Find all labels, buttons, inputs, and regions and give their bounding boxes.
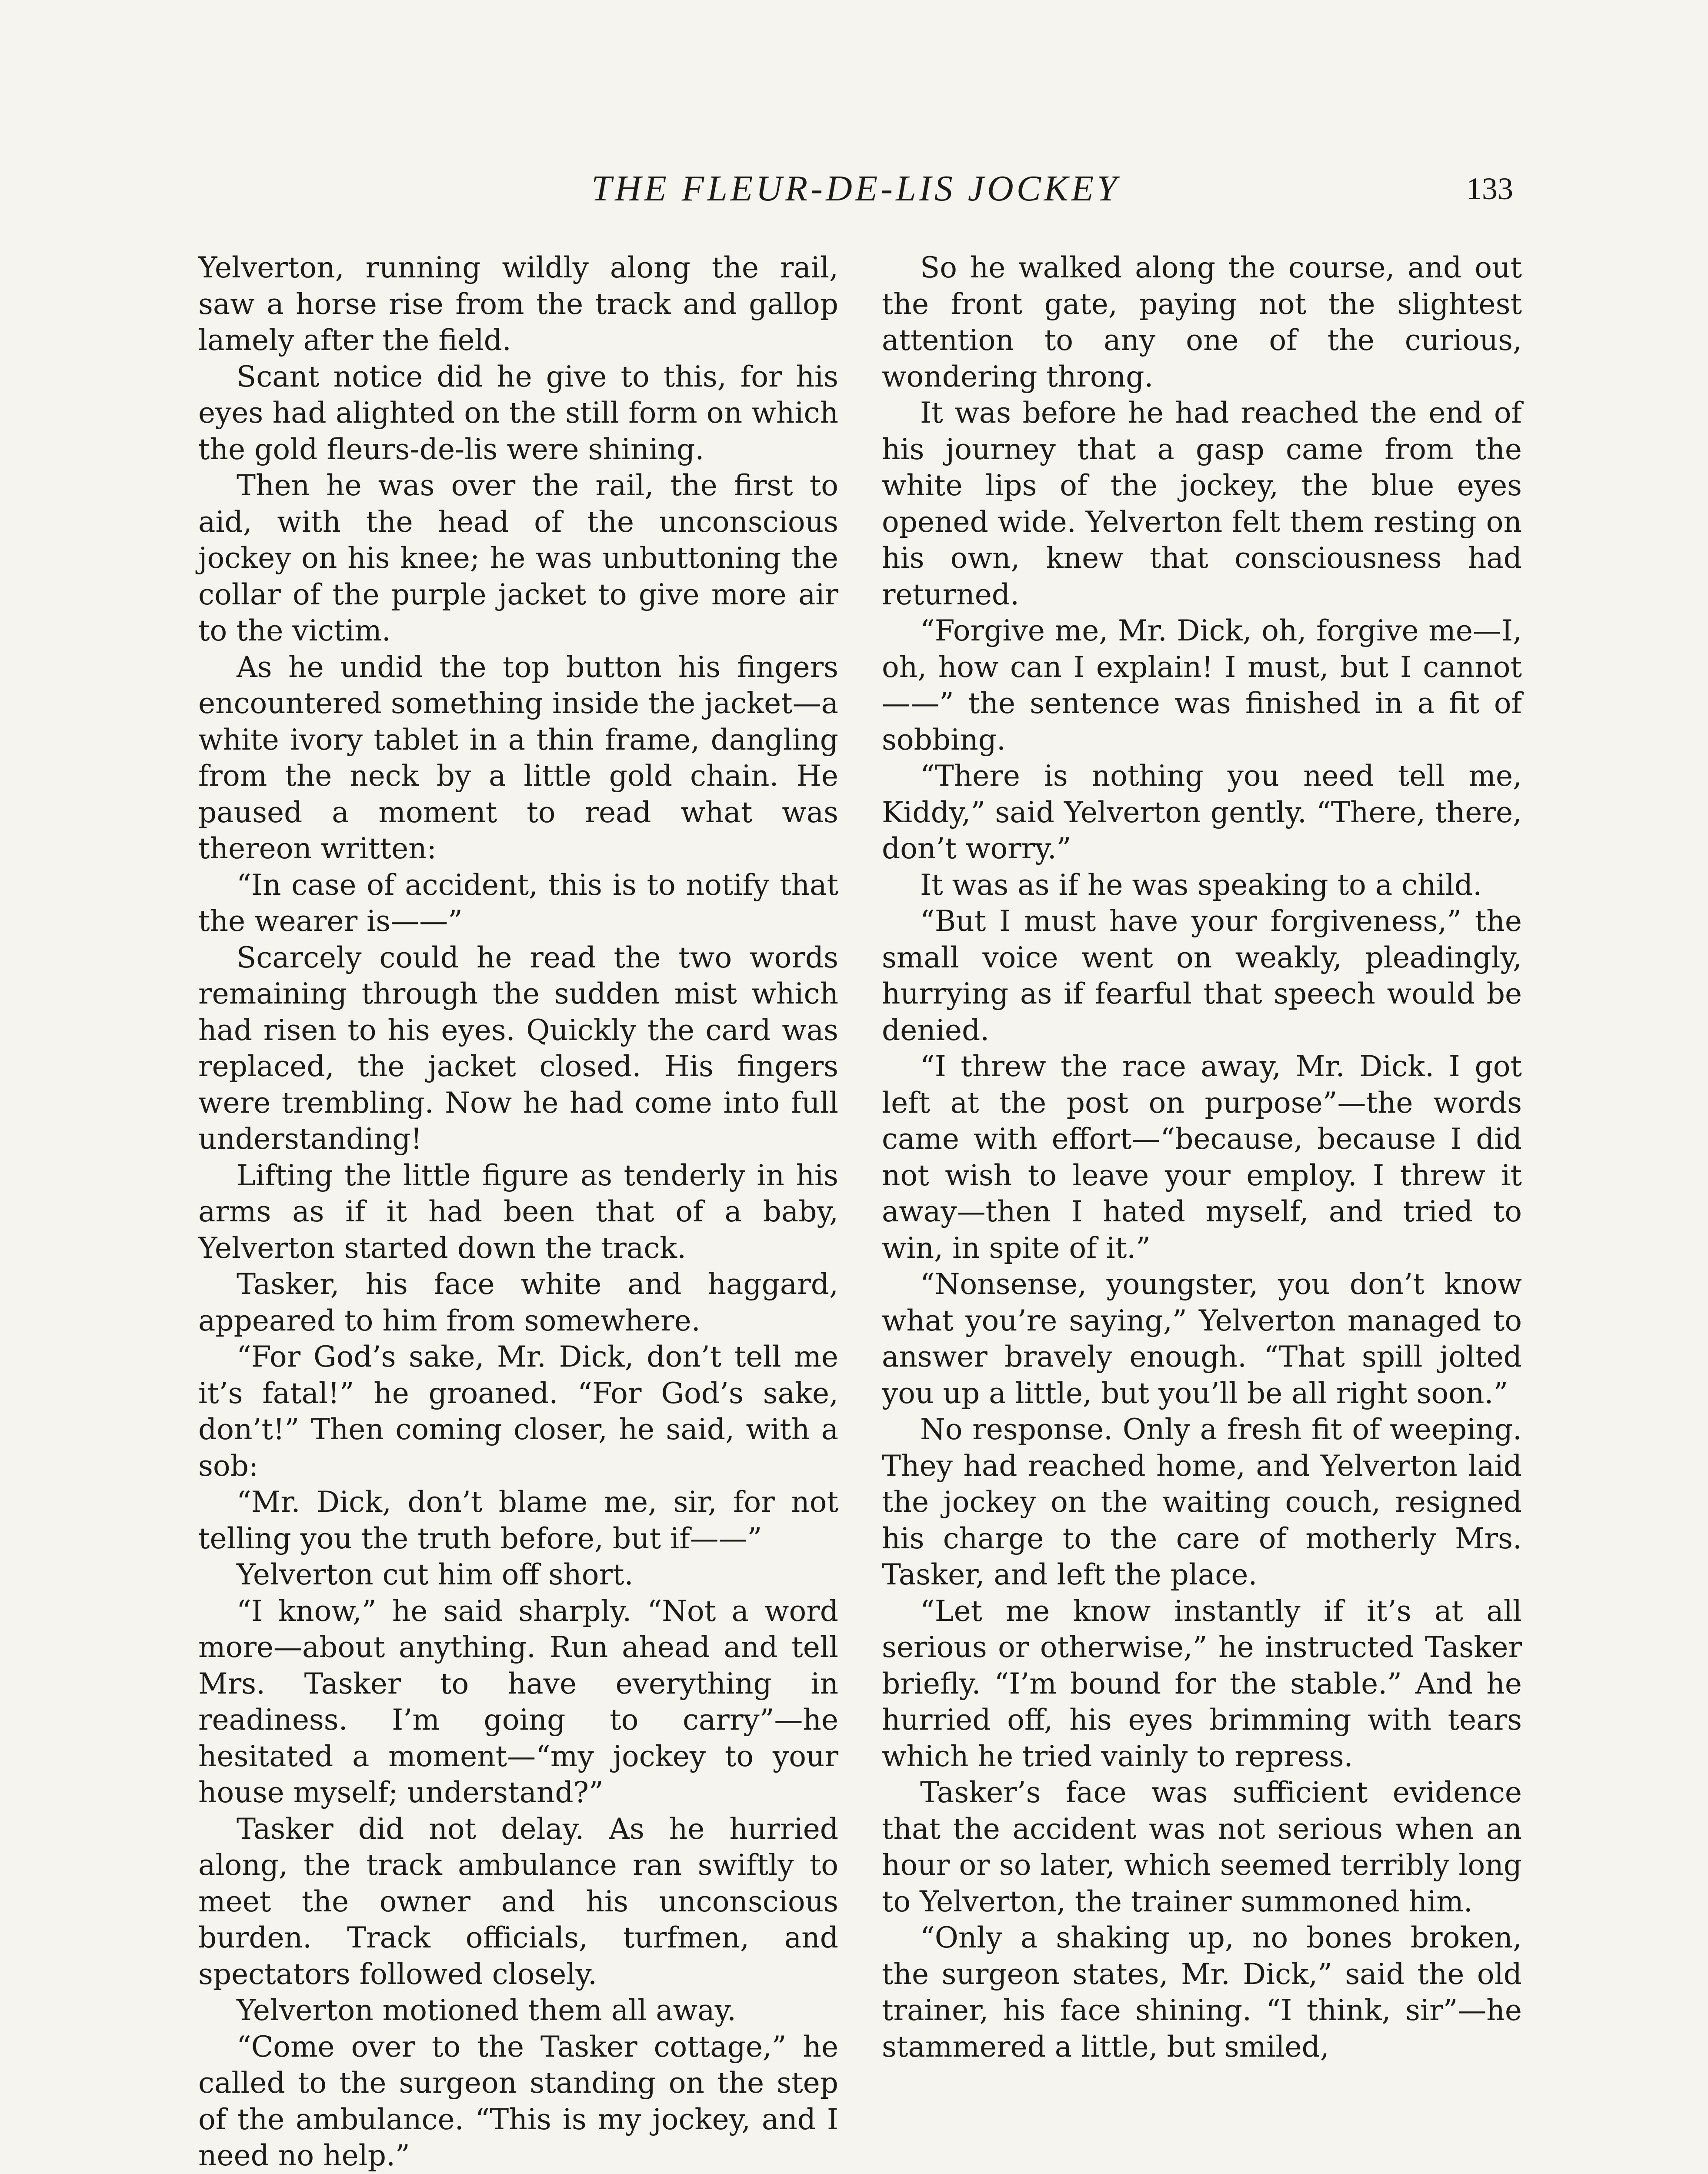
paragraph: “Only a shaking up, no bones broken, the surgeon states, Mr. Dick,” said the old trainer, his face shining. “I think, sir”—he stammered a little, but smiled, bbox=[882, 1921, 1522, 2064]
paragraph: “For God’s sake, Mr. Dick, don’t tell me it’s fatal!” he groaned. “For God’s sake, don’t!” Then coming closer, he said, with a sob: bbox=[198, 1340, 838, 1483]
paragraph: So he walked along the course, and out the front gate, paying not the slightest attention to any one of the curious, wondering throng. bbox=[882, 251, 1522, 393]
paragraph: “Let me know instantly if it’s at all serious or otherwise,” he instructed Tasker briefly. “I’m bound for the stable.” And he hurried off, his eyes brimming with tears which he tried vainly to repress. bbox=[882, 1594, 1522, 1773]
paragraph: It was as if he was speaking to a child. bbox=[920, 868, 1482, 902]
paragraph: Scant notice did he give to this, for his eyes had alighted on the still form on which the gold fleurs-de-lis were shining. bbox=[198, 360, 838, 466]
paragraph: Tasker, his face white and haggard, appeared to him from somewhere. bbox=[198, 1267, 838, 1337]
paragraph: Lifting the little figure as tenderly in his arms as if it had been that of a baby, Yelverton started down the track. bbox=[198, 1158, 838, 1265]
right-column bbox=[882, 250, 1522, 2065]
paragraph: “Mr. Dick, don’t blame me, sir, for not telling you the truth before, but if——” bbox=[198, 1485, 838, 1555]
paragraph: Yelverton cut him off short. bbox=[237, 1558, 634, 1591]
paragraph: “Forgive me, Mr. Dick, oh, forgive me—I, oh, how can I explain! I must, but I cannot——” the sentence was finished in a fit of sobbing. bbox=[882, 614, 1522, 757]
paragraph: Tasker did not delay. As he hurried along, the track ambulance ran swiftly to meet the owner and his unconscious burden. Track officials, turfmen, and spectators followed closely. bbox=[198, 1812, 838, 1991]
paragraph: No response. Only a fresh fit of weeping. They had reached home, and Yelverton laid the jockey on the waiting couch, resigned his charge to the care of motherly Mrs. Tasker, and left the place. bbox=[882, 1413, 1522, 1591]
running-head bbox=[198, 167, 1513, 220]
paragraph: “In case of accident, this is to notify that the wearer is——” bbox=[198, 868, 838, 938]
paragraph: “I know,” he said sharply. “Not a word more—about anything. Run ahead and tell Mrs. Tasker to have everything in readiness. I’m going to carry”—he hesitated a moment—“my jockey to your house myself; understand?” bbox=[198, 1594, 838, 1809]
left-column bbox=[198, 250, 838, 2174]
paragraph: “But I must have your forgiveness,” the small voice went on weakly, pleadingly, hurrying as if fearful that speech would be denied. bbox=[882, 904, 1522, 1047]
paragraph: Then he was over the rail, the first to aid, with the head of the unconscious jockey on his knee; he was unbuttoning the collar of the purple jacket to give more air to the victim. bbox=[198, 469, 838, 647]
running-title: THE FLEUR-DE-LIS JOCKEY bbox=[591, 168, 1120, 209]
paragraph: Scarcely could he read the two words remaining through the sudden mist which had risen to his eyes. Quickly the card was replaced, the jacket closed. His fingers were trembling. Now he had come into full understanding! bbox=[198, 940, 838, 1156]
paragraph: As he undid the top button his fingers encountered something inside the jacket—a white ivory tablet in a thin frame, dangling from the neck by a little gold chain. He paused a moment to read what was thereon written: bbox=[198, 650, 838, 865]
paragraph: “I threw the race away, Mr. Dick. I got left at the post on purpose”—the words came with effort—“because, because I did not wish to leave your employ. I threw it away—then I hated myself, and tried to win, in spite of it.” bbox=[882, 1050, 1522, 1265]
paragraph: Yelverton motioned them all away. bbox=[237, 1994, 737, 2027]
paragraph: Yelverton, running wildly along the rail, saw a horse rise from the track and gallop lamely after the field. bbox=[198, 251, 838, 357]
page-number: 133 bbox=[1466, 171, 1513, 206]
paragraph: “There is nothing you need tell me, Kiddy,” said Yelverton gently. “There, there, don’t worry.” bbox=[882, 759, 1522, 865]
paragraph: It was before he had reached the end of his journey that a gasp came from the white lips of the jockey, the blue eyes opened wide. Yelverton felt them resting on his own, knew that consciousness had returned. bbox=[882, 396, 1522, 611]
paragraph: “Come over to the Tasker cottage,” he called to the surgeon standing on the step of the ambulance. “This is my jockey, and I need no help.” bbox=[198, 2030, 838, 2172]
paragraph: “Nonsense, youngster, you don’t know what you’re saying,” Yelverton managed to answer bravely enough. “That spill jolted you up a little, but you’ll be all right soon.” bbox=[882, 1267, 1522, 1410]
paragraph: Tasker’s face was sufficient evidence that the accident was not serious when an hour or so later, which seemed terribly long to Yelverton, the trainer summoned him. bbox=[882, 1776, 1522, 1918]
